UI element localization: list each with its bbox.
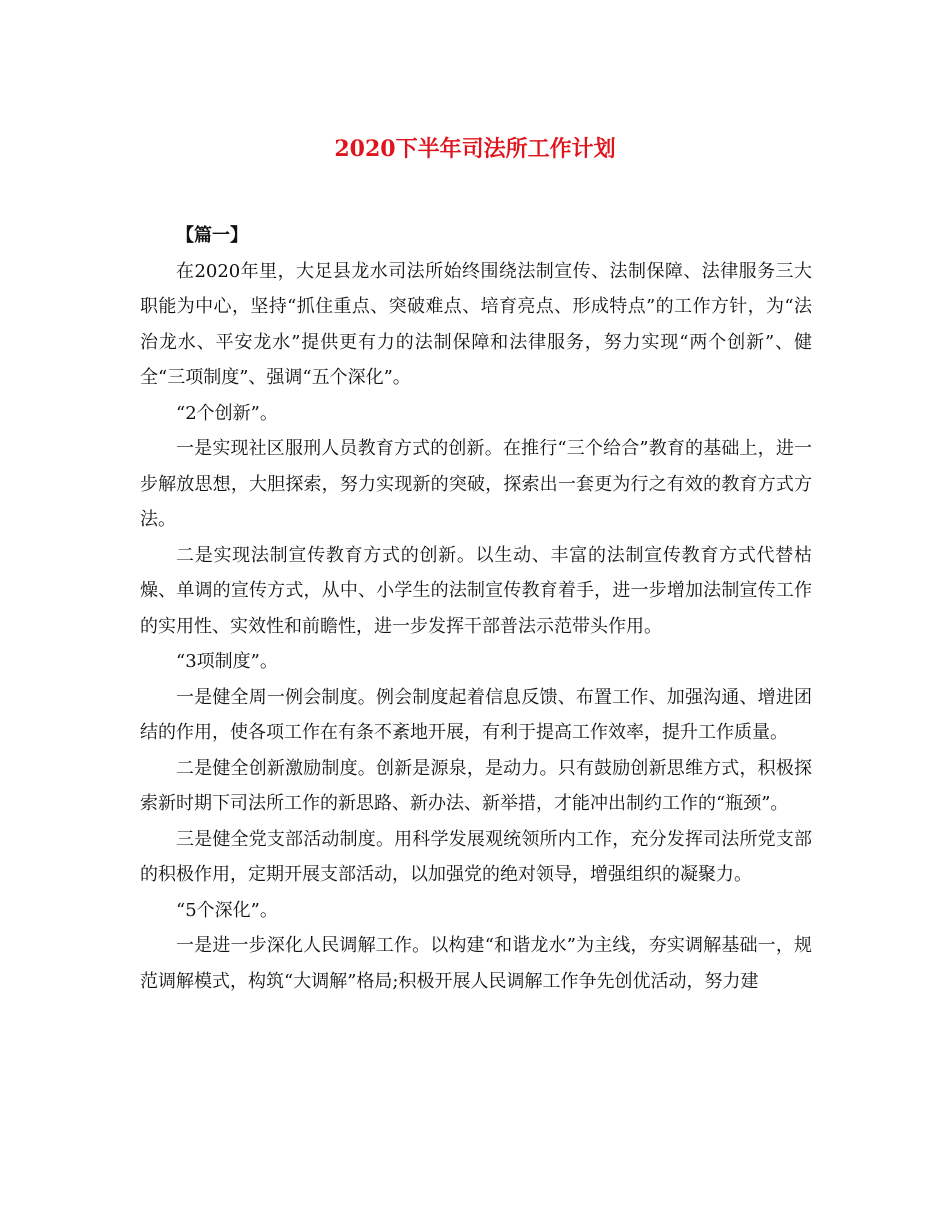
- paragraph-innovation-two: 二是实现法制宣传教育方式的创新。以生动、丰富的法制宣传教育方式代替枯燥、单调的宣传方式，从中、小学生的法制宣传教育着手，进一步增加法制宣传工作的实用性、实效性和前瞻性，进一步发挥干部普法示范带头作用。: [140, 544, 812, 637]
- paragraph-system-one: 一是健全周一例会制度。例会制度起着信息反馈、布置工作、加强沟通、增进团结的作用，使各项工作在有条不紊地开展，有利于提高工作效率，提升工作质量。: [140, 686, 812, 743]
- paragraph-system-two: 二是健全创新激励制度。创新是源泉，是动力。只有鼓励创新思维方式，积极探索新时期下司法所工作的新思路、新办法、新举措，才能冲出制约工作的“瓶颈”。: [140, 757, 812, 814]
- paragraph-intro: 在2020年里，大足县龙水司法所始终围绕法制宣传、法制保障、法律服务三大职能为中心，坚持“抓住重点、突破难点、培育亮点、形成特点”的工作方针，为“法治龙水、平安龙水”提供更有力的法制保障和法律服务，努力实现“两个创新”、健全“三项制度”、强调“五个深化”。: [140, 260, 812, 388]
- heading-five-deepenings: “5个深化”。: [176, 899, 278, 921]
- heading-three-systems: “3项制度”。: [176, 651, 278, 672]
- document-body: [140, 218, 812, 999]
- section-label-part-one: 【篇一】: [176, 225, 248, 246]
- paragraph-deepening-one: 一是进一步深化人民调解工作。以构建“和谐龙水”为主线，夯实调解基础一，规范调解模式，构筑“大调解”格局;积极开展人民调解工作争先创优活动，努力建: [140, 935, 812, 992]
- paragraph-system-three: 三是健全党支部活动制度。用科学发展观统领所内工作，充分发挥司法所党支部的积极作用，定期开展支部活动，以加强党的绝对领导，增强组织的凝聚力。: [140, 828, 812, 885]
- heading-two-innovations: “2个创新”。: [176, 402, 278, 424]
- document-title: 2020下半年司法所工作计划: [334, 136, 616, 162]
- paragraph-innovation-one: 一是实现社区服刑人员教育方式的创新。在推行“三个给合”教育的基础上，进一步解放思想，大胆探索，努力实现新的突破，探索出一套更为行之有效的教育方式方法。: [140, 438, 812, 530]
